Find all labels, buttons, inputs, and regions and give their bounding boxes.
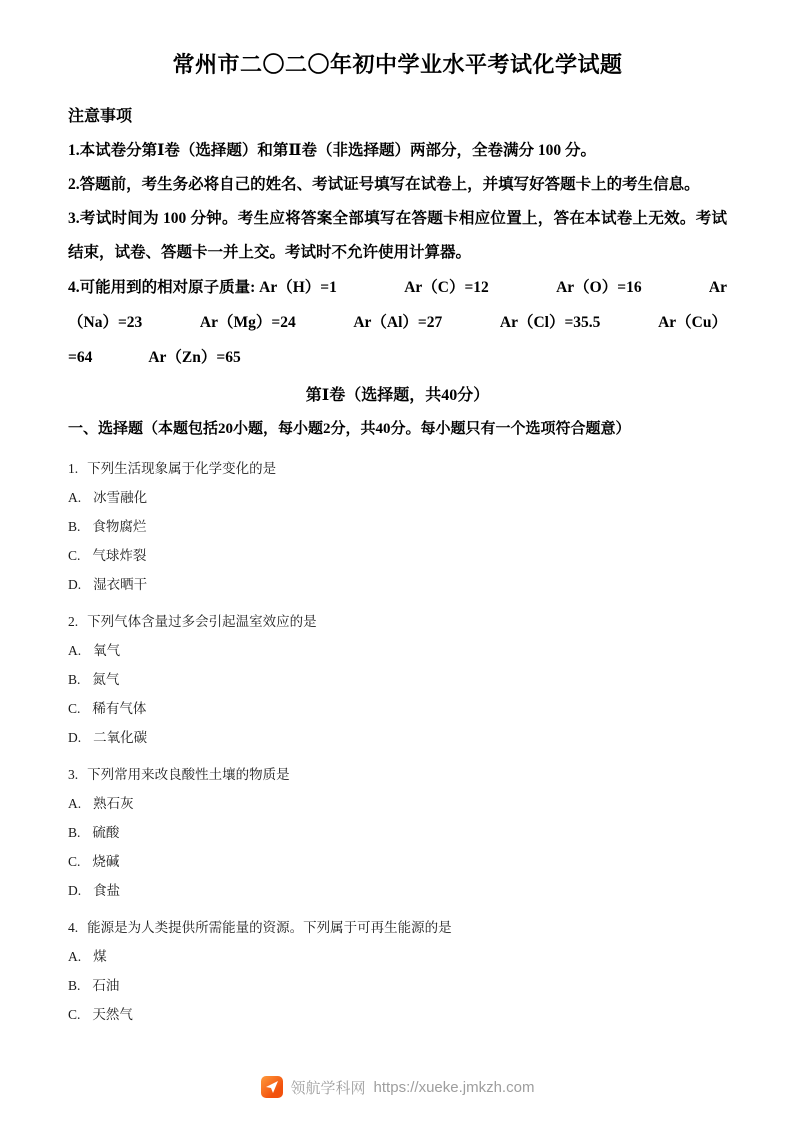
- option-text: 石油: [92, 978, 120, 993]
- atomic-mass-segment: Ar（Cu）: [658, 314, 727, 331]
- notice-item: 3.考试时间为 100 分钟。考生应将答案全部填写在答题卡相应位置上，答在本试卷上无效。考试结束，试卷、答题卡一并上交。考试时不允许使用计算器。: [68, 210, 727, 261]
- option-line: [68, 876, 727, 905]
- question-text-line: [68, 760, 727, 789]
- footer-watermark: [68, 1076, 727, 1122]
- question-stem: 下列气体含量过多会引起温室效应的是: [87, 614, 317, 629]
- option-text: 气球炸裂: [92, 548, 147, 563]
- question-stem: 下列常用来改良酸性土壤的物质是: [87, 767, 290, 782]
- option-text: 氧气: [93, 643, 121, 658]
- site-logo-icon: [261, 1076, 283, 1098]
- atomic-mass-segment: Ar（Al）=27: [353, 314, 443, 331]
- option-text: 湿衣晒干: [93, 577, 148, 592]
- option-label: A.: [68, 949, 82, 964]
- option-label: B.: [68, 825, 81, 840]
- atomic-mass-line: [68, 340, 727, 375]
- question-number: 3.: [68, 767, 79, 782]
- option-text: 烧碱: [92, 854, 120, 869]
- option-label: D.: [68, 730, 82, 745]
- option-label: C.: [68, 854, 81, 869]
- footer-site-name: 领航学科网: [290, 1079, 366, 1097]
- question-block: [68, 607, 727, 752]
- question-stem: 下列生活现象属于化学变化的是: [87, 461, 277, 476]
- atomic-mass-segment: Ar（Zn）=65: [148, 349, 241, 366]
- atomic-mass-lines: [68, 270, 727, 375]
- option-label: B.: [68, 978, 81, 993]
- atomic-mass-segment: Ar（O）=16: [556, 279, 642, 296]
- atomic-mass-segment: Ar（Mg）=24: [199, 314, 296, 331]
- atomic-mass-segment: =64: [68, 349, 93, 366]
- atomic-mass-segment: 4.可能用到的相对原子质量: Ar（H）=1: [68, 279, 337, 296]
- question-number: 1.: [68, 461, 79, 476]
- question-number: 4.: [68, 920, 79, 935]
- page-title: 常州市二〇二〇年初中学业水平考试化学试题: [172, 52, 623, 77]
- option-text: 食盐: [93, 883, 121, 898]
- option-label: D.: [68, 883, 82, 898]
- option-text: 煤: [93, 949, 107, 964]
- option-label: C.: [68, 1007, 81, 1022]
- atomic-mass-line: [68, 305, 727, 340]
- option-label: C.: [68, 701, 81, 716]
- option-label: B.: [68, 519, 81, 534]
- option-label: C.: [68, 548, 81, 563]
- option-text: 氮气: [92, 672, 120, 687]
- question-block: [68, 760, 727, 905]
- atomic-mass-segment: Ar（C）=12: [404, 279, 489, 296]
- atomic-mass-line: [68, 270, 727, 305]
- option-line: [68, 636, 727, 665]
- question-number: 2.: [68, 614, 79, 629]
- option-line: [68, 942, 727, 971]
- option-line: [68, 665, 727, 694]
- option-text: 熟石灰: [93, 796, 134, 811]
- question-text-line: [68, 913, 727, 942]
- option-text: 食物腐烂: [92, 519, 147, 534]
- atomic-mass-segment: Ar: [708, 279, 727, 296]
- option-text: 稀有气体: [92, 701, 147, 716]
- option-label: D.: [68, 577, 82, 592]
- notice-items: [68, 134, 727, 270]
- paper-plane-glyph: [266, 1081, 278, 1093]
- question-text-line: [68, 607, 727, 636]
- option-line: [68, 971, 727, 1000]
- question-block: [68, 913, 727, 1029]
- questions-list: [68, 446, 727, 1029]
- option-text: 天然气: [92, 1007, 133, 1022]
- option-label: B.: [68, 672, 81, 687]
- option-line: [68, 570, 727, 599]
- section1-header: 第Ⅰ卷（选择题，共40分）: [305, 387, 490, 404]
- option-line: [68, 789, 727, 818]
- option-line: [68, 541, 727, 570]
- option-line: [68, 847, 727, 876]
- option-text: 冰雪融化: [93, 490, 148, 505]
- atomic-mass-segment: Ar（Cl）=35.5: [499, 314, 601, 331]
- question-stem: 能源是为人类提供所需能量的资源。下列属于可再生能源的是: [87, 920, 452, 935]
- option-text: 硫酸: [92, 825, 120, 840]
- notice-item: 1.本试卷分第Ⅰ卷（选择题）和第Ⅱ卷（非选择题）两部分，全卷满分 100 分。: [68, 142, 596, 159]
- option-line: [68, 483, 727, 512]
- option-line: [68, 1000, 727, 1029]
- notice-item: 2.答题前，考生务必将自己的姓名、考试证号填写在试卷上，并填写好答题卡上的考生信息。: [68, 176, 700, 193]
- notice-heading: 注意事项: [68, 108, 133, 125]
- question-text-line: [68, 454, 727, 483]
- option-line: [68, 694, 727, 723]
- section1-intro: 一、选择题（本题包括20小题，每小题2分，共40分。每小题只有一个选项符合题意）: [68, 421, 631, 437]
- option-label: A.: [68, 490, 82, 505]
- question-block: [68, 454, 727, 599]
- option-text: 二氧化碳: [93, 730, 148, 745]
- option-label: A.: [68, 643, 82, 658]
- footer-url: https://xueke.jmkzh.com: [373, 1078, 535, 1096]
- option-label: A.: [68, 796, 82, 811]
- option-line: [68, 818, 727, 847]
- option-line: [68, 512, 727, 541]
- option-line: [68, 723, 727, 752]
- atomic-mass-segment: （Na）=23: [68, 314, 143, 331]
